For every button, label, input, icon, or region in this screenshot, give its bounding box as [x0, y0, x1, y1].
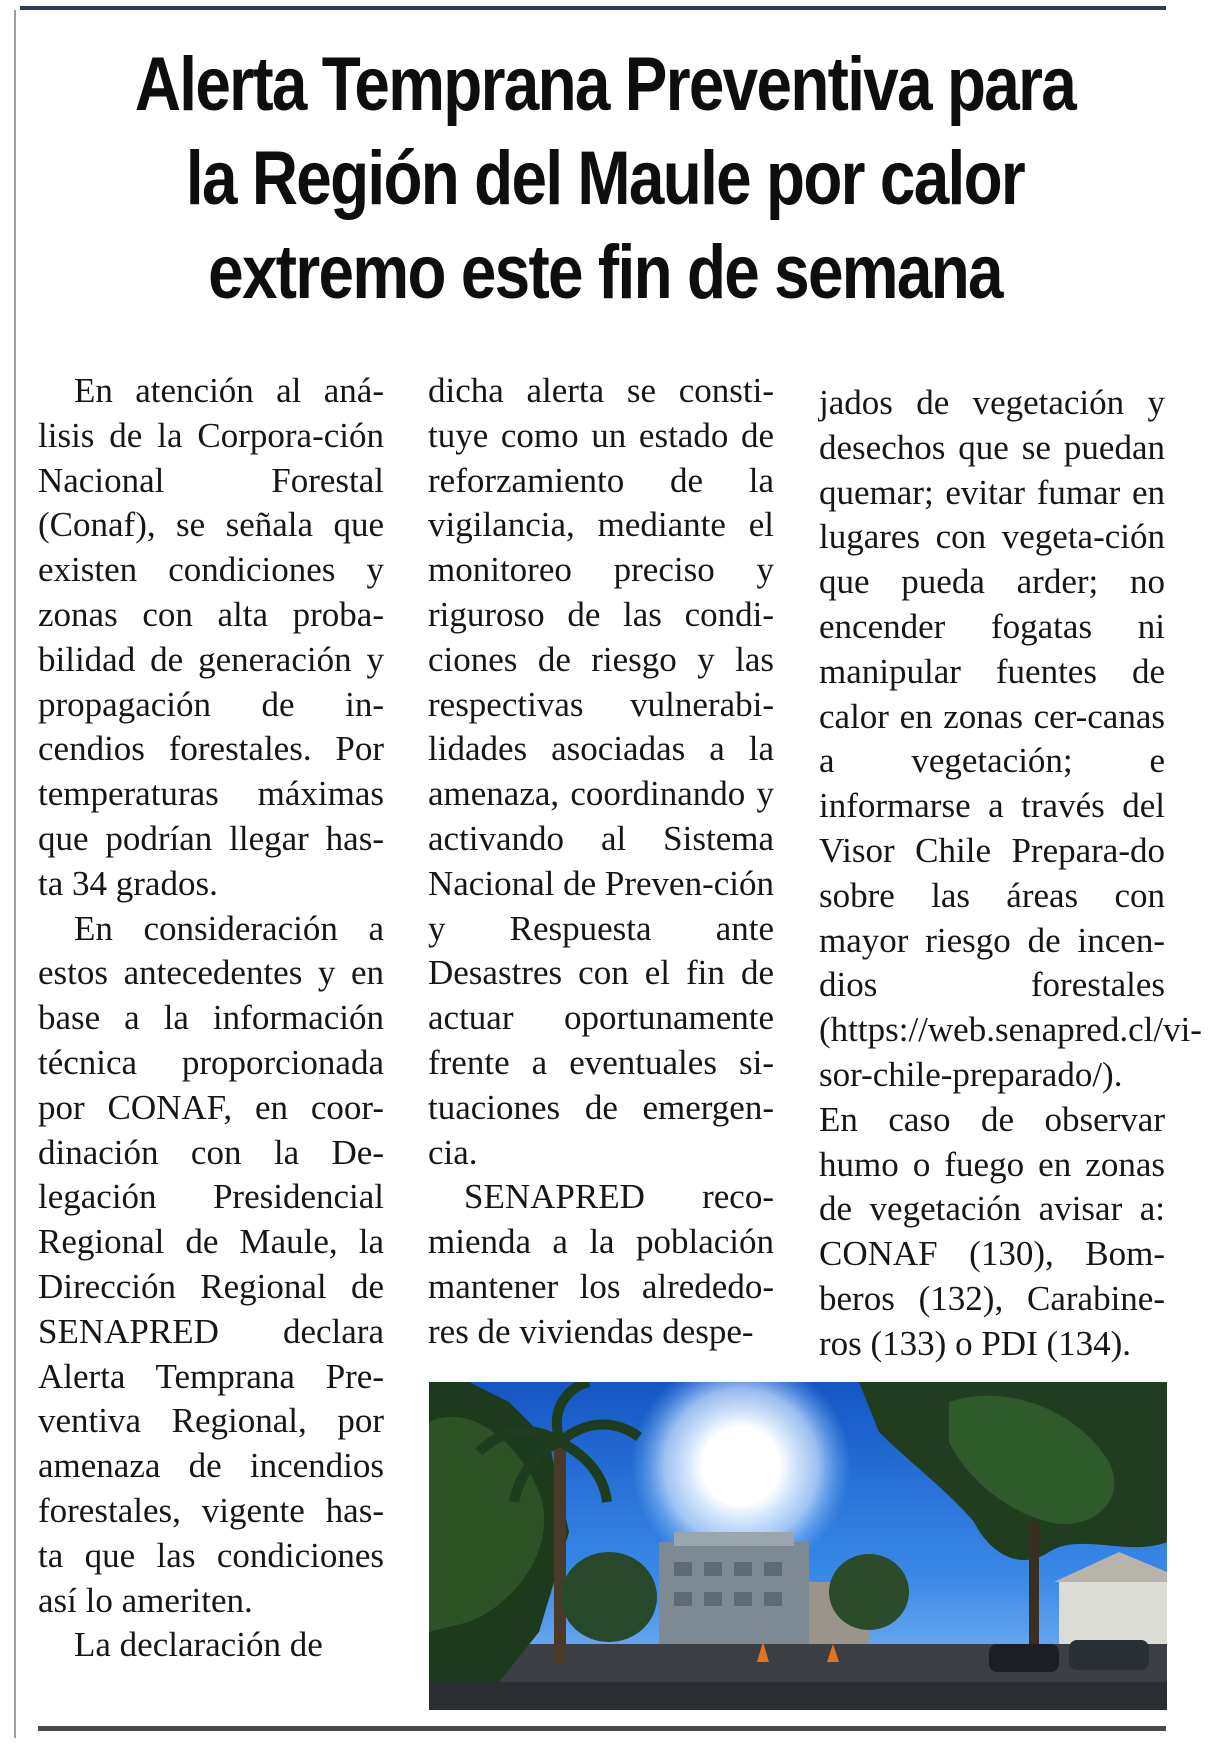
article-column-1 — [38, 369, 384, 1668]
top-rule — [20, 6, 1166, 10]
article-column-2 — [428, 369, 774, 1355]
paragraph-intro: En atención al aná-lisis de la Corpora-ción Nacional Forestal (Conaf), se señala que existen condiciones y zonas con alta proba-bilidad de generación y propagación de in-cendios forestales. Por temperaturas máximas que podrían llegar has-ta 34 grados. — [38, 371, 384, 903]
left-column-rule — [14, 10, 16, 1738]
headline-line-1: Alerta Temprana Preventiva para — [134, 42, 1076, 127]
paragraph-declaration-start: La declaración de — [74, 1625, 323, 1665]
headline — [114, 38, 1097, 320]
headline-line-2: la Región del Maule por calor — [185, 136, 1025, 221]
paragraph-consideration: En consideración a estos antecedentes y en base a la información técnica proporcionada por CONAF, en coor-dinación con la De-legación Presidencial Regional de Maule, la Dirección Regional de SENAPRED declara Alerta Temprana Pre-ventiva Regional, por amenaza de incendios forestales, vigente has-ta que las condiciones así lo ameriten. — [38, 908, 384, 1620]
headline-line-3: extremo este fin de semana — [208, 230, 1002, 315]
paragraph-recommendation-start: SENAPRED reco-mienda a la población mantener los alrededo-res de viviendas despe- — [428, 1177, 774, 1351]
bottom-rule — [38, 1726, 1166, 1731]
paragraph-declaration-continued: dicha alerta se consti-tuye como un estado de reforzamiento de la vigilancia, mediante el monitoreo preciso y riguroso de las condi-ciones de riesgo y las respectivas vulnerabi-lidades asociadas a la amenaza, coordinando y activando al Sistema Nacional de Preven-ción y Respuesta ante Desastres con el fin de actuar oportunamente frente a eventuales si-tuaciones de emergen-cia. — [428, 371, 774, 1172]
article-photo — [429, 1382, 1167, 1710]
paragraph-recommendation-continued: jados de vegetación y desechos que se puedan quemar; evitar fumar en lugares con vegeta-ción que pueda arder; no encender fogatas ni manipular fuentes de calor en zonas cer-canas a vegetación; e informarse a través del Visor Chile Prepara-do sobre las áreas con mayor riesgo de incen-dios forestales (https://web.senapred.cl/vi-sor-chile-preparado/). En caso de observar humo o fuego en zonas de vegetación avisar a: CONAF (130), Bom-beros (132), Carabine-ros (133) o PDI (134). — [819, 383, 1202, 1363]
sunny-street-illustration — [429, 1382, 1167, 1710]
article-column-3 — [819, 381, 1202, 1367]
